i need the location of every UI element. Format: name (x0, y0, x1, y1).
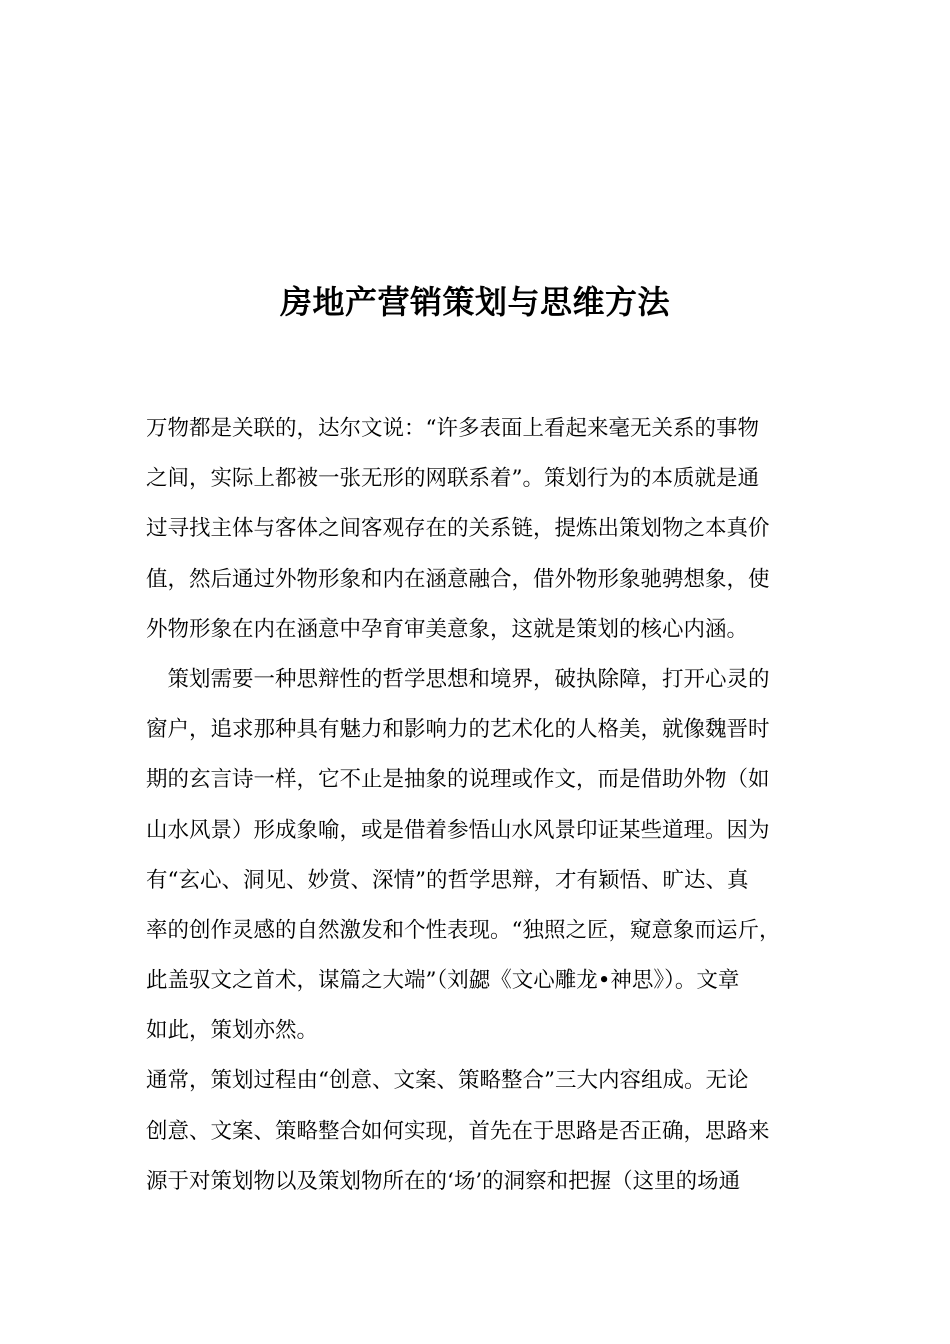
body-line: 如此，策划亦然。 (146, 1018, 319, 1044)
body-line: 策划需要一种思辩性的哲学思想和境界，破执除障，打开心灵的 (146, 666, 770, 692)
document-title: 房地产营销策划与思维方法 (279, 283, 670, 321)
body-line: 外物形象在内在涵意中孕育审美意象，这就是策划的核心内涵。 (146, 616, 749, 642)
document-body (146, 404, 846, 1207)
body-line: 源于对策划物以及策划物所在的‘场’的洞察和把握（这里的场通 (146, 1168, 741, 1194)
body-line: 万物都是关联的，达尔文说：“许多表面上看起来毫无关系的事物 (146, 416, 759, 441)
body-line: 创意、文案、策略整合如何实现，首先在于思路是否正确，思路来 (146, 1118, 770, 1144)
body-line: 期的玄言诗一样，它不止是抽象的说理或作文，而是借助外物（如 (146, 767, 770, 793)
body-line: 此盖驭文之首术，谋篇之大端”（刘勰《文心雕龙•神思》）。文章 (146, 968, 740, 994)
body-line: 之间，实际上都被一张无形的网联系着”。策划行为的本质就是通 (146, 466, 759, 492)
body-line: 有“玄心、洞见、妙赏、深情”的哲学思辩，才有颖悟、旷达、真 (146, 867, 749, 893)
body-line: 值，然后通过外物形象和内在涵意融合，借外物形象驰骋想象，使 (146, 566, 770, 592)
body-line: 窗户，追求那种具有魅力和影响力的艺术化的人格美，就像魏晋时 (146, 717, 770, 743)
body-line: 过寻找主体与客体之间客观存在的关系链，提炼出策划物之本真价 (146, 516, 770, 542)
body-line: 通常，策划过程由“创意、文案、策略整合”三大内容组成。无论 (146, 1068, 749, 1094)
body-line: 山水风景）形成象喻，或是借着参悟山水风景印证某些道理。因为 (146, 817, 770, 843)
body-line: 率的创作灵感的自然激发和个性表现。“独照之匠，窥意象而运斤， (146, 917, 781, 943)
